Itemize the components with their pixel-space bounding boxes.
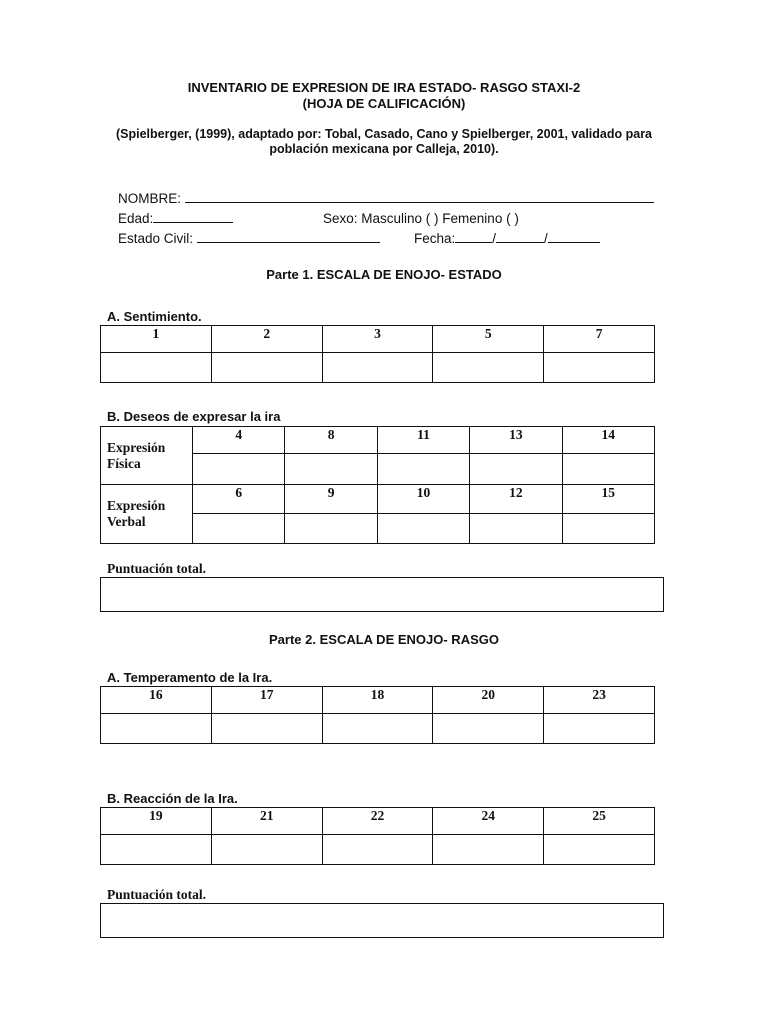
sexo-field: Sexo: Masculino ( ) Femenino ( )	[323, 211, 519, 226]
answer-cell[interactable]	[211, 353, 322, 383]
table-header-row	[101, 687, 655, 714]
answer-cell[interactable]	[470, 514, 562, 544]
item-number: 4	[193, 427, 285, 454]
table-header-row	[101, 485, 655, 514]
table-answer-row	[101, 714, 655, 744]
item-number: 20	[433, 687, 544, 714]
row-label-expresion-verbal	[101, 485, 193, 544]
answer-cell[interactable]	[285, 514, 377, 544]
part2-total-label: Puntuación total.	[107, 887, 207, 902]
part2-title: Parte 2. ESCALA DE ENOJO- RASGO	[269, 632, 499, 647]
fecha-month-blank[interactable]	[496, 230, 544, 243]
answer-cell[interactable]	[377, 514, 469, 544]
item-number: 8	[285, 427, 377, 454]
item-number: 9	[285, 485, 377, 514]
answer-cell[interactable]	[322, 835, 433, 865]
fecha-year-blank[interactable]	[548, 230, 600, 243]
part1-section-b-title: B. Deseos de expresar la ira	[107, 409, 281, 424]
row-label-line: Expresión	[107, 498, 166, 513]
answer-cell[interactable]	[433, 714, 544, 744]
item-number: 3	[322, 326, 433, 353]
item-number: 14	[562, 427, 654, 454]
reaccion-table	[100, 807, 655, 865]
item-number: 7	[544, 326, 655, 353]
answer-cell[interactable]	[562, 454, 654, 485]
sentimiento-table	[100, 325, 655, 383]
item-number: 24	[433, 808, 544, 835]
answer-cell[interactable]	[322, 714, 433, 744]
item-number: 17	[211, 687, 322, 714]
citation-line-1: (Spielberger, (1999), adaptado por: Tobal, Casado, Cano y Spielberger, 2001, validado para	[115, 127, 653, 141]
document-subtitle: (HOJA DE CALIFICACIÓN)	[302, 96, 466, 111]
table-answer-row	[101, 835, 655, 865]
answer-cell[interactable]	[285, 454, 377, 485]
answer-cell[interactable]	[544, 353, 655, 383]
answer-cell[interactable]	[544, 714, 655, 744]
temperamento-table	[100, 686, 655, 744]
fecha-separator: /	[492, 231, 497, 246]
part1-total-box[interactable]	[100, 577, 664, 612]
table-header-row	[101, 808, 655, 835]
item-number: 16	[101, 687, 212, 714]
answer-cell[interactable]	[211, 835, 322, 865]
item-number: 19	[101, 808, 212, 835]
answer-cell[interactable]	[101, 353, 212, 383]
part1-title: Parte 1. ESCALA DE ENOJO- ESTADO	[266, 267, 502, 282]
estado-civil-blank[interactable]	[197, 230, 380, 243]
item-number: 25	[544, 808, 655, 835]
item-number: 21	[211, 808, 322, 835]
fecha-label: Fecha:	[414, 231, 456, 246]
edad-field	[118, 210, 233, 228]
item-number: 23	[544, 687, 655, 714]
nombre-blank[interactable]	[185, 190, 654, 203]
answer-cell[interactable]	[562, 514, 654, 544]
row-label-line: Física	[107, 455, 141, 471]
item-number: 13	[470, 427, 562, 454]
answer-cell[interactable]	[101, 714, 212, 744]
fecha-separator: /	[544, 231, 548, 246]
fecha-day-blank[interactable]	[455, 230, 492, 243]
row-label-expresion-fisica	[101, 427, 193, 485]
item-number: 11	[377, 427, 469, 454]
edad-blank[interactable]	[153, 210, 233, 223]
answer-cell[interactable]	[193, 454, 285, 485]
nombre-label: NOMBRE:	[118, 191, 182, 206]
item-number: 5	[433, 326, 544, 353]
document-title: INVENTARIO DE EXPRESION DE IRA ESTADO- RASGO STAXI-2	[187, 80, 581, 95]
answer-cell[interactable]	[101, 835, 212, 865]
answer-cell[interactable]	[377, 454, 469, 485]
part2-section-b-title: B. Reacción de la Ira.	[107, 791, 238, 806]
item-number: 6	[193, 485, 285, 514]
item-number: 2	[211, 326, 322, 353]
deseos-table	[100, 426, 655, 544]
estado-civil-label: Estado Civil:	[118, 231, 194, 246]
fecha-field	[414, 230, 600, 248]
row-label-line: Verbal	[107, 514, 146, 529]
citation-line-2: población mexicana por Calleja, 2010).	[269, 142, 499, 156]
nombre-field	[118, 190, 663, 208]
answer-cell[interactable]	[433, 353, 544, 383]
item-number: 18	[322, 687, 433, 714]
item-number: 10	[377, 485, 469, 514]
answer-cell[interactable]	[322, 353, 433, 383]
part1-total-label: Puntuación total.	[107, 561, 207, 576]
estado-civil-field	[118, 230, 380, 248]
part2-total-box[interactable]	[100, 903, 664, 938]
item-number: 1	[101, 326, 212, 353]
item-number: 15	[562, 485, 654, 514]
answer-cell[interactable]	[470, 454, 562, 485]
row-label-line: Expresión	[107, 439, 166, 455]
item-number: 22	[322, 808, 433, 835]
part2-section-a-title: A. Temperamento de la Ira.	[107, 670, 273, 685]
part1-section-a-title: A. Sentimiento.	[107, 309, 202, 324]
table-answer-row	[101, 353, 655, 383]
table-header-row	[101, 326, 655, 353]
answer-cell[interactable]	[193, 514, 285, 544]
answer-cell[interactable]	[211, 714, 322, 744]
answer-cell[interactable]	[433, 835, 544, 865]
answer-cell[interactable]	[544, 835, 655, 865]
item-number: 12	[470, 485, 562, 514]
edad-label: Edad:	[118, 211, 154, 226]
table-header-row	[101, 427, 655, 454]
